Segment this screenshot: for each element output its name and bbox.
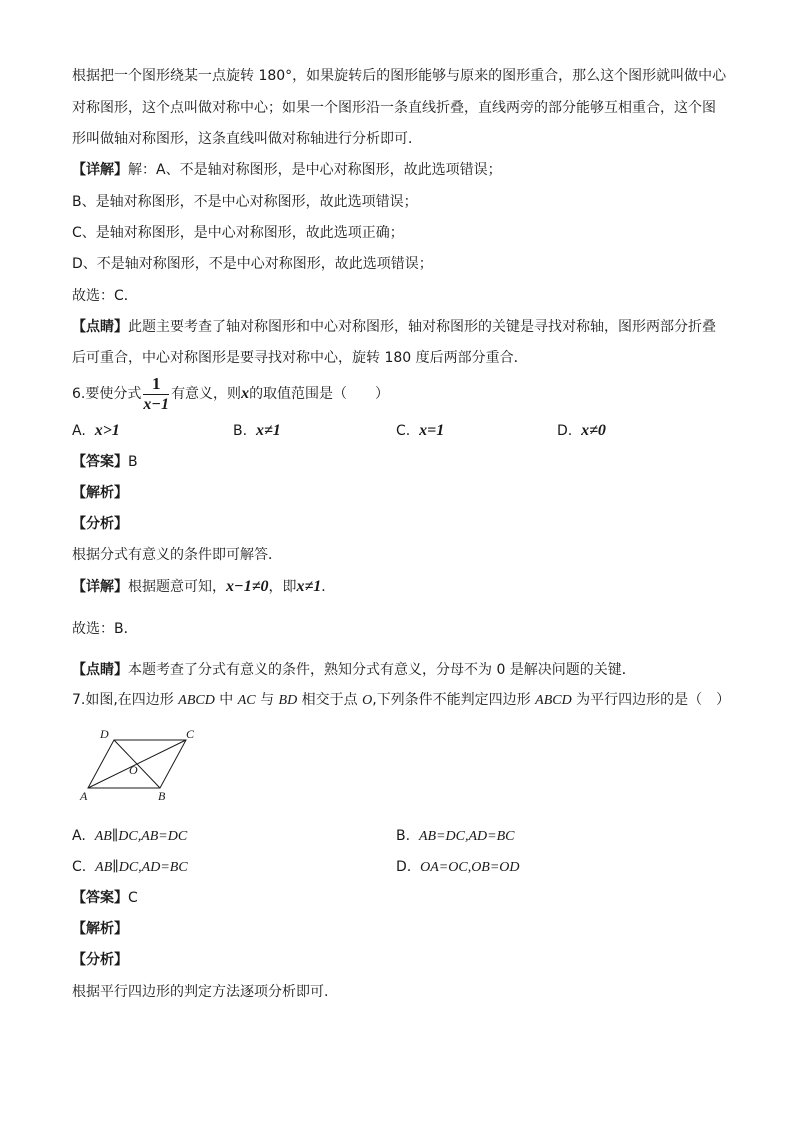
- q5-detail-text: 解：A、不是轴对称图形，是中心对称图形，故此选项错误；: [128, 162, 502, 178]
- q7-stem-part-6: 为平行四边形的是（ ）: [571, 692, 731, 708]
- q6-detail-prefix: 根据题意可知，: [128, 579, 226, 595]
- q6-answer: B: [128, 454, 138, 470]
- q7-option-a-label: A.: [72, 828, 86, 844]
- q7-option-d-text: OA=OC,OB=OD: [420, 860, 520, 875]
- q6-option-d: [557, 421, 606, 441]
- q7-stem-bd: BD: [278, 693, 298, 708]
- q6-option-b-math: x≠1: [255, 422, 281, 439]
- q7-option-b-text: AB=DC,AD=BC: [418, 829, 515, 844]
- vertex-label-b: B: [158, 789, 166, 803]
- q7-option-c-label: C.: [72, 859, 87, 875]
- q7-option-a-text: AB∥DC,AB=DC: [94, 829, 188, 844]
- q6-option-b-label: B.: [233, 423, 248, 439]
- q6-comment-text: 本题考查了分式有意义的条件，熟知分式有意义，分母不为 0 是解决问题的关键．: [128, 662, 636, 678]
- q7-fenxi-text: 根据平行四边形的判定方法逐项分析即可.: [72, 984, 329, 1000]
- q5-comment-tag: 【点睛】: [72, 319, 128, 335]
- q6-detail-tag: 【详解】: [72, 579, 128, 595]
- q6-detail-suffix: ．: [321, 579, 336, 595]
- q5-comment-text-1: 此题主要考查了轴对称图形和中心对称图形，轴对称图形的关键是寻找对称轴，图形两部分折叠: [128, 319, 716, 335]
- q5-comment-line-2: 后可重合，中心对称图形是要寻找对称中心，旋转 180 度后两部分重合．: [72, 350, 528, 366]
- q6-stem-var: x: [241, 385, 250, 402]
- q7-stem: [72, 690, 730, 711]
- q7-analysis-label: 【解析】: [72, 921, 128, 937]
- q6-stem: [72, 374, 389, 414]
- q6-detail-math-2: x≠1: [296, 578, 322, 595]
- intersection-label-o: O: [129, 763, 138, 777]
- q6-fraction-numerator: 1: [151, 373, 161, 393]
- q6-detail-math-1: x−1≠0: [226, 578, 269, 595]
- q7-fenxi-tag: [72, 950, 128, 970]
- q6-fraction: [143, 375, 169, 414]
- q5-detail-b: B、是轴对称图形，不是中心对称图形，故此选项错误；: [72, 194, 418, 210]
- q7-option-a: [72, 826, 187, 847]
- q7-stem-part-2: 中: [214, 692, 238, 708]
- q6-fenxi-tag: [72, 514, 128, 534]
- q7-parallelogram-figure: [76, 728, 206, 804]
- vertex-label-a: A: [80, 789, 88, 803]
- q6-option-a: [72, 421, 120, 441]
- q7-stem-ac: AC: [237, 693, 256, 708]
- q5-choice: 故选：C．: [72, 288, 138, 304]
- q6-fenxi-text: 根据分式有意义的条件即可解答．: [72, 547, 282, 563]
- q6-comment-line: [72, 660, 636, 680]
- q5-detail-tag: 【详解】: [72, 162, 128, 178]
- q5-detail-d: D、不是轴对称图形，不是中心对称图形，故此选项错误；: [72, 256, 433, 272]
- q7-option-c-text: AB∥DC,AD=BC: [95, 860, 188, 875]
- q6-answer-line: [72, 452, 138, 472]
- q6-option-c-math: x=1: [419, 422, 445, 439]
- q7-stem-abcd-1: ABCD: [178, 693, 215, 708]
- q6-analysis-label: 【解析】: [72, 485, 128, 501]
- q7-analysis-tag: [72, 919, 128, 939]
- q6-option-a-math: x>1: [94, 422, 120, 439]
- intro-line-3: 形叫做轴对称图形，这条直线叫做对称轴进行分析即可．: [72, 131, 422, 147]
- intro-line-1: 根据把一个图形绕某一点旋转 180°，如果旋转后的图形能够与原来的图形重合，那么这个图形就叫做中心: [72, 68, 727, 84]
- q5-detail-c: C、是轴对称图形，是中心对称图形，故此选项正确；: [72, 225, 404, 241]
- q6-fraction-bar: [143, 394, 169, 395]
- q7-stem-part-4: 相交于点: [297, 692, 363, 708]
- q6-choice: 故选：B．: [72, 621, 138, 637]
- q7-stem-part-5: ,下列条件不能判定四边形: [372, 692, 536, 708]
- q7-answer-tag: 【答案】: [72, 890, 128, 906]
- q7-option-c: [72, 857, 188, 878]
- q5-comment-line-1: [72, 317, 716, 337]
- intro-line-2: 对称图形，这个点叫做对称中心；如果一个图形沿一条直线折叠，直线两旁的部分能够互相重合，这个图: [72, 100, 716, 116]
- q6-detail-mid: ，即: [268, 579, 297, 595]
- vertex-label-c: C: [186, 728, 195, 741]
- vertex-label-d: D: [100, 728, 109, 741]
- q6-fenxi-label: 【分析】: [72, 516, 128, 532]
- q6-option-c: [396, 421, 444, 441]
- q6-option-a-label: A.: [72, 423, 86, 439]
- q7-stem-part-1: 7.如图,在四边形: [72, 692, 179, 708]
- q6-answer-tag: 【答案】: [72, 454, 128, 470]
- q7-option-b: [396, 826, 514, 847]
- q6-stem-prefix: 6.要使分式: [72, 386, 142, 402]
- q7-option-d-label: D.: [396, 859, 412, 875]
- q5-detail-line: [72, 160, 502, 180]
- q7-answer: C: [128, 890, 138, 906]
- q7-answer-line: [72, 888, 138, 908]
- q6-option-d-math: x≠0: [581, 422, 606, 439]
- q7-stem-part-3: 与: [255, 692, 279, 708]
- q6-fraction-denominator: x−1: [143, 395, 170, 413]
- q6-stem-suffix: 的取值范围是（ ）: [249, 386, 390, 402]
- q7-stem-o: O: [362, 693, 373, 708]
- q6-comment-tag: 【点睛】: [72, 662, 128, 678]
- q6-option-c-label: C.: [396, 423, 411, 439]
- q7-stem-abcd-2: ABCD: [535, 693, 572, 708]
- q7-option-d: [396, 857, 520, 878]
- q7-fenxi-label: 【分析】: [72, 952, 128, 968]
- q6-analysis-tag: [72, 483, 128, 503]
- q6-option-b: [233, 421, 281, 441]
- q6-stem-mid: 有意义，则: [171, 386, 242, 402]
- q6-detail-line: [72, 577, 335, 597]
- q6-option-d-label: D.: [557, 423, 573, 439]
- q7-option-b-label: B.: [396, 828, 411, 844]
